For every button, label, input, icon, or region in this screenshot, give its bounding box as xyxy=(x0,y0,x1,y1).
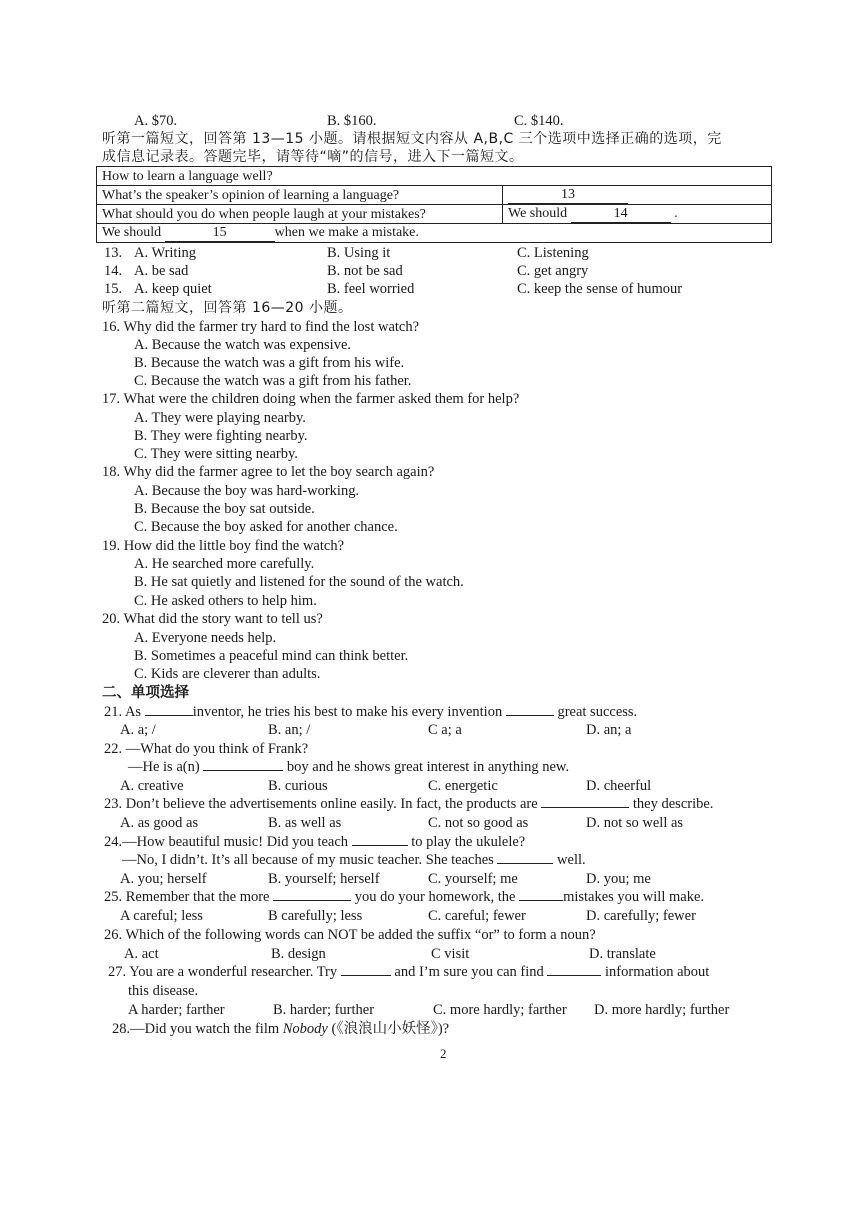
q19-option-c: C. He asked others to help him. xyxy=(134,593,317,609)
q25-blank-2[interactable] xyxy=(519,900,563,901)
q26-option-c: C visit xyxy=(431,946,470,962)
q17-stem: 17. What were the children doing when the farmer asked them for help? xyxy=(102,391,520,407)
q27-option-d: D. more hardly; further xyxy=(594,1002,730,1018)
blank-13[interactable]: 13 xyxy=(508,186,628,204)
q13-option-a: A. Writing xyxy=(134,245,196,261)
q20-option-c: C. Kids are cleverer than adults. xyxy=(134,666,321,682)
q27-option-a: A harder; farther xyxy=(128,1002,225,1018)
q25-blank-1[interactable] xyxy=(273,900,351,901)
q26-option-a: A. act xyxy=(124,946,159,962)
table-row3 xyxy=(97,224,772,243)
row2-suffix: . xyxy=(674,206,678,221)
q25-option-b: B carefully; less xyxy=(268,908,363,924)
table-title: How to learn a language well? xyxy=(97,167,772,186)
q14-option-c: C. get angry xyxy=(517,263,589,279)
q15-option-c: C. keep the sense of humour xyxy=(517,281,683,297)
q28-film-title: Nobody xyxy=(282,1021,328,1037)
q24-line2 xyxy=(122,851,586,869)
q23-blank[interactable] xyxy=(541,807,629,808)
q24-option-c: C. yourself; me xyxy=(428,871,518,887)
q16-option-b: B. Because the watch was a gift from his wife. xyxy=(134,355,405,371)
q24-text-a: 24.—How beautiful music! Did you teach xyxy=(104,834,349,850)
q24-text-c: —No, I didn’t. It’s all because of my music teacher. She teaches xyxy=(122,852,494,868)
part1-instruction-line1: 听第一篇短文，回答第 13—15 小题。请根据短文内容从 A,B,C 三个选项中选择正确的选项，完 xyxy=(102,131,722,147)
q21-option-c: C a; a xyxy=(428,722,462,738)
q27-line1 xyxy=(108,963,709,981)
q21-blank-2[interactable] xyxy=(506,715,554,716)
q22-option-a: A. creative xyxy=(120,778,184,794)
q25-option-c: C. careful; fewer xyxy=(428,908,526,924)
part1-instruction-line2: 成信息记录表。答题完毕，请等待“嘀”的信号，进入下一篇短文。 xyxy=(102,149,524,165)
q23-option-d: D. not so well as xyxy=(586,815,684,831)
q14-number: 14. xyxy=(104,263,123,279)
q24-blank-2[interactable] xyxy=(497,863,553,864)
section2-title: 二、单项选择 xyxy=(102,685,189,701)
q21-stem xyxy=(104,703,637,721)
q15-option-a: A. keep quiet xyxy=(134,281,212,297)
q13-number: 13. xyxy=(104,245,123,261)
q23-option-c: C. not so good as xyxy=(428,815,529,831)
q23-option-b: B. as well as xyxy=(268,815,342,831)
q16-stem: 16. Why did the farmer try hard to find the lost watch? xyxy=(102,319,420,335)
row3-suffix: when we make a mistake. xyxy=(274,225,419,240)
q27-text-b: and I’m sure you can find xyxy=(394,964,544,980)
q13-option-c: C. Listening xyxy=(517,245,589,261)
q19-option-b: B. He sat quietly and listened for the sound of the watch. xyxy=(134,574,464,590)
q25-text-c: mistakes you will make. xyxy=(563,889,705,905)
q22-option-d: D. cheerful xyxy=(586,778,652,794)
option-a: A. $70. xyxy=(134,113,178,129)
q27-option-b: B. harder; further xyxy=(273,1002,375,1018)
q16-option-c: C. Because the watch was a gift from his father. xyxy=(134,373,412,389)
q22-text-a: —He is a(n) xyxy=(128,759,200,775)
page-number: 2 xyxy=(440,1046,447,1061)
q26-option-d: D. translate xyxy=(589,946,656,962)
q21-text-b: inventor, he tries his best to make his every invention xyxy=(192,704,503,720)
q17-option-a: A. They were playing nearby. xyxy=(134,410,306,426)
row3-prefix: We should xyxy=(102,225,162,240)
option-b: B. $160. xyxy=(327,113,377,129)
q25-option-d: D. carefully; fewer xyxy=(586,908,696,924)
q18-option-a: A. Because the boy was hard-working. xyxy=(134,483,360,499)
q23-stem xyxy=(104,795,713,813)
blank-14[interactable]: 14 xyxy=(571,205,671,223)
q21-blank-1[interactable] xyxy=(145,715,193,716)
q21-option-d: D. an; a xyxy=(586,722,632,738)
q21-option-a: A. a; / xyxy=(120,722,156,738)
q27-blank-2[interactable] xyxy=(547,975,601,976)
q26-stem: 26. Which of the following words can NOT be added the suffix “or” to form a noun? xyxy=(104,927,596,943)
q14-option-a: A. be sad xyxy=(134,263,189,279)
table-row2-question: What should you do when people laugh at your mistakes? xyxy=(97,205,503,224)
table-row2-answer xyxy=(503,205,772,224)
q17-option-b: B. They were fighting nearby. xyxy=(134,428,308,444)
q24-text-d: well. xyxy=(557,852,586,868)
q15-number: 15. xyxy=(104,281,123,297)
q28-text-a: 28.—Did you watch the film xyxy=(112,1021,280,1037)
table-row1-question: What’s the speaker’s opinion of learning a language? xyxy=(97,186,503,205)
q18-option-b: B. Because the boy sat outside. xyxy=(134,501,315,517)
q21-text-c: great success. xyxy=(557,704,638,720)
q25-option-a: A careful; less xyxy=(120,908,203,924)
q19-stem: 19. How did the little boy find the watch? xyxy=(102,538,345,554)
q16-option-a: A. Because the watch was expensive. xyxy=(134,337,352,353)
q24-text-b: to play the ukulele? xyxy=(411,834,526,850)
q24-blank-1[interactable] xyxy=(352,845,408,846)
q21-option-b: B. an; / xyxy=(268,722,311,738)
q22-blank[interactable] xyxy=(203,770,283,771)
part2-instruction: 听第二篇短文，回答第 16—20 小题。 xyxy=(102,300,353,316)
q22-line1: 22. —What do you think of Frank? xyxy=(104,741,309,757)
q17-option-c: C. They were sitting nearby. xyxy=(134,446,298,462)
q23-option-a: A. as good as xyxy=(120,815,199,831)
q22-line2 xyxy=(128,758,569,776)
q24-option-a: A. you; herself xyxy=(120,871,207,887)
q28-text-b: (《浪浪山小妖怪》)? xyxy=(331,1021,450,1037)
option-c: C. $140. xyxy=(514,113,564,129)
q27-text-a: 27. You are a wonderful researcher. Try xyxy=(108,964,338,980)
q20-stem: 20. What did the story want to tell us? xyxy=(102,611,323,627)
q23-text-a: 23. Don’t believe the advertisements online easily. In fact, the products are xyxy=(104,796,538,812)
info-record-table xyxy=(96,166,772,243)
q27-option-c: C. more hardly; farther xyxy=(433,1002,567,1018)
q18-stem: 18. Why did the farmer agree to let the boy search again? xyxy=(102,464,435,480)
q26-option-b: B. design xyxy=(271,946,326,962)
q22-option-b: B. curious xyxy=(268,778,328,794)
q22-text-b: boy and he shows great interest in anything new. xyxy=(286,759,570,775)
q27-blank-1[interactable] xyxy=(341,975,391,976)
q25-text-b: you do your homework, the xyxy=(354,889,516,905)
q25-text-a: 25. Remember that the more xyxy=(104,889,270,905)
q27-line2: this disease. xyxy=(128,983,199,999)
q27-text-c: information about xyxy=(605,964,710,980)
q28-stem xyxy=(112,1020,449,1038)
q15-option-b: B. feel worried xyxy=(327,281,415,297)
q13-option-b: B. Using it xyxy=(327,245,391,261)
q14-option-b: B. not be sad xyxy=(327,263,403,279)
q25-stem xyxy=(104,888,704,906)
table-row1-answer xyxy=(503,186,772,205)
q21-text-a: 21. As xyxy=(104,704,142,720)
q24-option-d: D. you; me xyxy=(586,871,651,887)
q19-option-a: A. He searched more carefully. xyxy=(134,556,315,572)
q20-option-b: B. Sometimes a peaceful mind can think better. xyxy=(134,648,409,664)
blank-15[interactable]: 15 xyxy=(165,224,275,242)
q18-option-c: C. Because the boy asked for another chance. xyxy=(134,519,398,535)
q20-option-a: A. Everyone needs help. xyxy=(134,630,277,646)
q24-line1 xyxy=(104,833,525,851)
q24-option-b: B. yourself; herself xyxy=(268,871,380,887)
q23-text-b: they describe. xyxy=(632,796,714,812)
row2-prefix: We should xyxy=(508,206,568,221)
q22-option-c: C. energetic xyxy=(428,778,498,794)
